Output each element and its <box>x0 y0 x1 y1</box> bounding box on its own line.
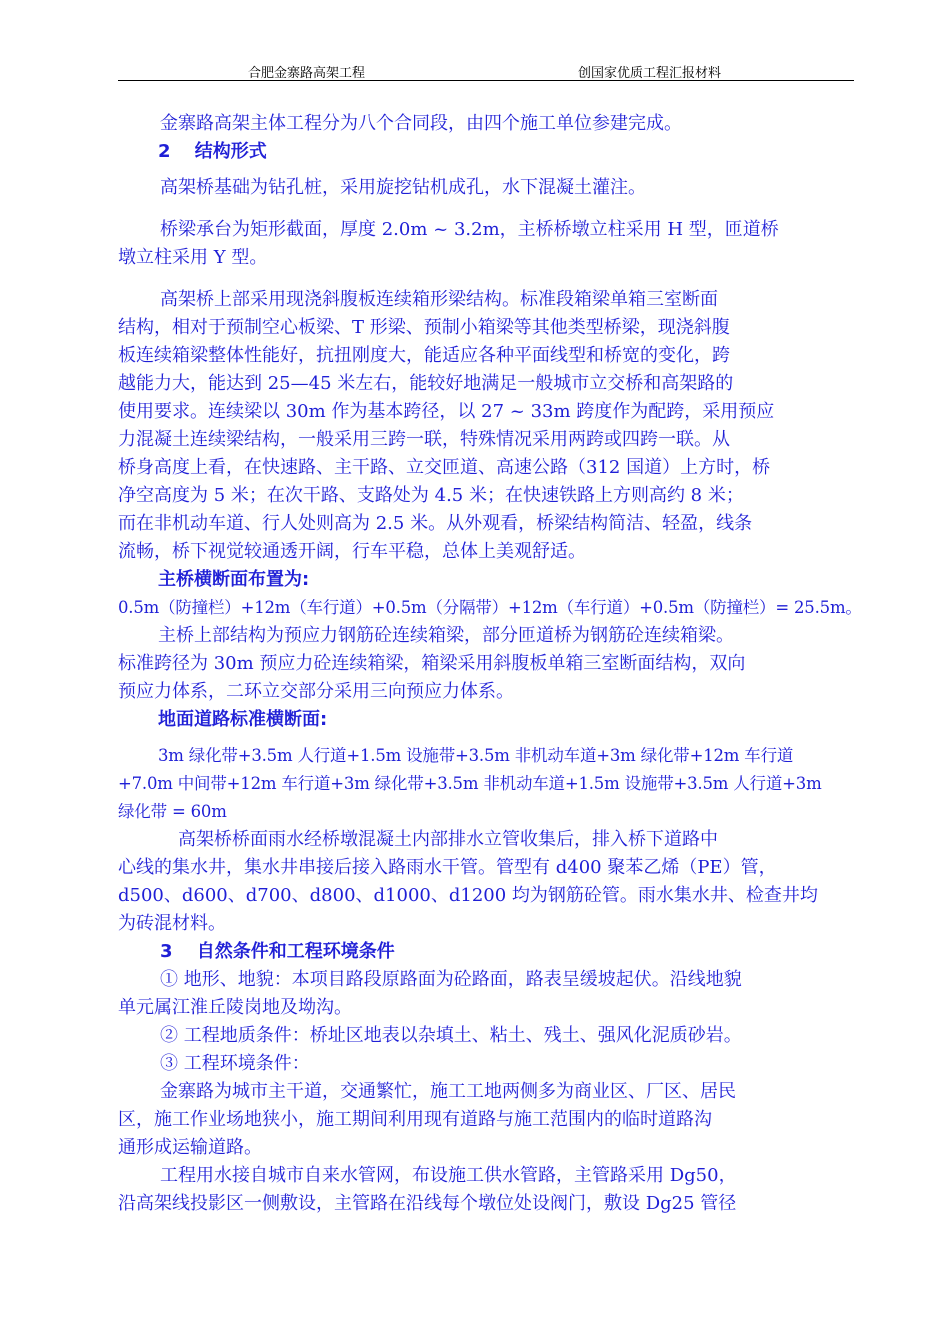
subheading-main-bridge-section: 主桥横断面布置为: <box>158 569 310 590</box>
paragraph-line: ② 工程地质条件：桥址区地表以杂填土、粘土、残土、强风化泥质砂岩。 <box>160 1025 742 1046</box>
paragraph-line: 预应力体系，二环立交部分采用三向预应力体系。 <box>118 681 514 702</box>
paragraph-line: 0.5m（防撞栏）+12m（车行道）+0.5m（分隔带）+12m（车行道）+0.5m（防撞栏）= 25.5m。 <box>118 598 862 617</box>
paragraph-line: 高架桥上部采用现浇斜腹板连续箱形梁结构。标准段箱梁单箱三室断面 <box>160 289 718 310</box>
document-body <box>118 110 862 1218</box>
paragraph-line: d500、d600、d700、d800、d1000、d1200 均为钢筋砼管。雨水集水井、检查井均 <box>118 885 818 906</box>
paragraph-line: ③ 工程环境条件： <box>160 1053 310 1074</box>
paragraph-line: 绿化带 = 60m <box>118 802 227 821</box>
paragraph-line: 高架桥基础为钻孔桩，采用旋挖钻机成孔，水下混凝土灌注。 <box>160 177 646 198</box>
paragraph-line: 墩立柱采用 Y 型。 <box>118 247 268 268</box>
paragraph-line: 桥身高度上看，在快速路、主干路、立交匝道、高速公路（312 国道）上方时，桥 <box>118 457 771 478</box>
paragraph-line: 单元属江淮丘陵岗地及坳沟。 <box>118 997 352 1018</box>
paragraph-line: 桥梁承台为矩形截面，厚度 2.0m ~ 3.2m，主桥桥墩立柱采用 H 型，匝道桥 <box>160 219 779 240</box>
paragraph-line: 力混凝土连续梁结构，一般采用三跨一联，特殊情况采用两跨或四跨一联。从 <box>118 429 730 450</box>
subheading-ground-road-section: 地面道路标准横断面: <box>158 709 328 730</box>
paragraph-line: 结构，相对于预制空心板梁、T 形梁、预制小箱梁等其他类型桥梁，现浇斜腹 <box>118 317 730 338</box>
paragraph-line: 为砖混材料。 <box>118 913 226 934</box>
paragraph-line: ① 地形、地貌：本项目路段原路面为砼路面，路表呈缓坡起伏。沿线地貌 <box>160 969 742 990</box>
paragraph-line: 主桥上部结构为预应力钢筋砼连续箱梁，部分匝道桥为钢筋砼连续箱梁。 <box>158 625 734 646</box>
paragraph-line: 工程用水接自城市自来水管网，布设施工供水管路，主管路采用 Dg50， <box>160 1165 737 1186</box>
paragraph-line: 金寨路为城市主干道，交通繁忙，施工工地两侧多为商业区、厂区、居民 <box>160 1081 736 1102</box>
paragraph-line: 区，施工作业场地狭小，施工期间利用现有道路与施工范围内的临时道路沟 <box>118 1109 712 1130</box>
paragraph-line: 沿高架线投影区一侧敷设，主管路在沿线每个墩位处设阀门，敷设 Dg25 管径 <box>118 1193 737 1214</box>
header-left-title: 合肥金寨路高架工程 <box>248 66 366 81</box>
paragraph-line: 标准跨径为 30m 预应力砼连续箱梁，箱梁采用斜腹板单箱三室断面结构，双向 <box>118 653 746 674</box>
paragraph-line: 而在非机动车道、行人处则高为 2.5 米。从外观看，桥梁结构简洁、轻盈，线条 <box>118 513 753 534</box>
paragraph-line: 流畅，桥下视觉较通透开阔，行车平稳，总体上美观舒适。 <box>118 541 586 562</box>
paragraph-line: 使用要求。连续梁以 30m 作为基本跨径，以 27 ~ 33m 跨度作为配跨，采用预应 <box>118 401 775 422</box>
section-heading-conditions: 3 自然条件和工程环境条件 <box>160 941 395 962</box>
paragraph-line: 越能力大，能达到 25—45 米左右，能较好地满足一般城市立交桥和高架路的 <box>118 373 734 394</box>
paragraph-line: 净空高度为 5 米；在次干路、支路处为 4.5 米；在快速铁路上方则高约 8 米； <box>118 485 744 506</box>
paragraph-line: 金寨路高架主体工程分为八个合同段，由四个施工单位参建完成。 <box>160 113 682 134</box>
paragraph-line: 通形成运输道路。 <box>118 1137 262 1158</box>
paragraph-line: 心线的集水井，集水井串接后接入路雨水干管。管型有 d400 聚苯乙烯（PE）管， <box>118 857 777 878</box>
paragraph-line: 3m 绿化带+3.5m 人行道+1.5m 设施带+3.5m 非机动车道+3m 绿化带+12m 车行道 <box>158 746 794 765</box>
paragraph-line: +7.0m 中间带+12m 车行道+3m 绿化带+3.5m 非机动车道+1.5m 设施带+3.5m 人行道+3m <box>118 774 822 793</box>
page-header <box>118 60 854 81</box>
paragraph-line: 高架桥桥面雨水经桥墩混凝土内部排水立管收集后，排入桥下道路中 <box>178 829 718 850</box>
paragraph-line: 板连续箱梁整体性能好，抗扭刚度大，能适应各种平面线型和桥宽的变化，跨 <box>118 345 730 366</box>
section-heading-structure: 2 结构形式 <box>158 141 267 162</box>
header-right-title: 创国家优质工程汇报材料 <box>578 66 722 81</box>
